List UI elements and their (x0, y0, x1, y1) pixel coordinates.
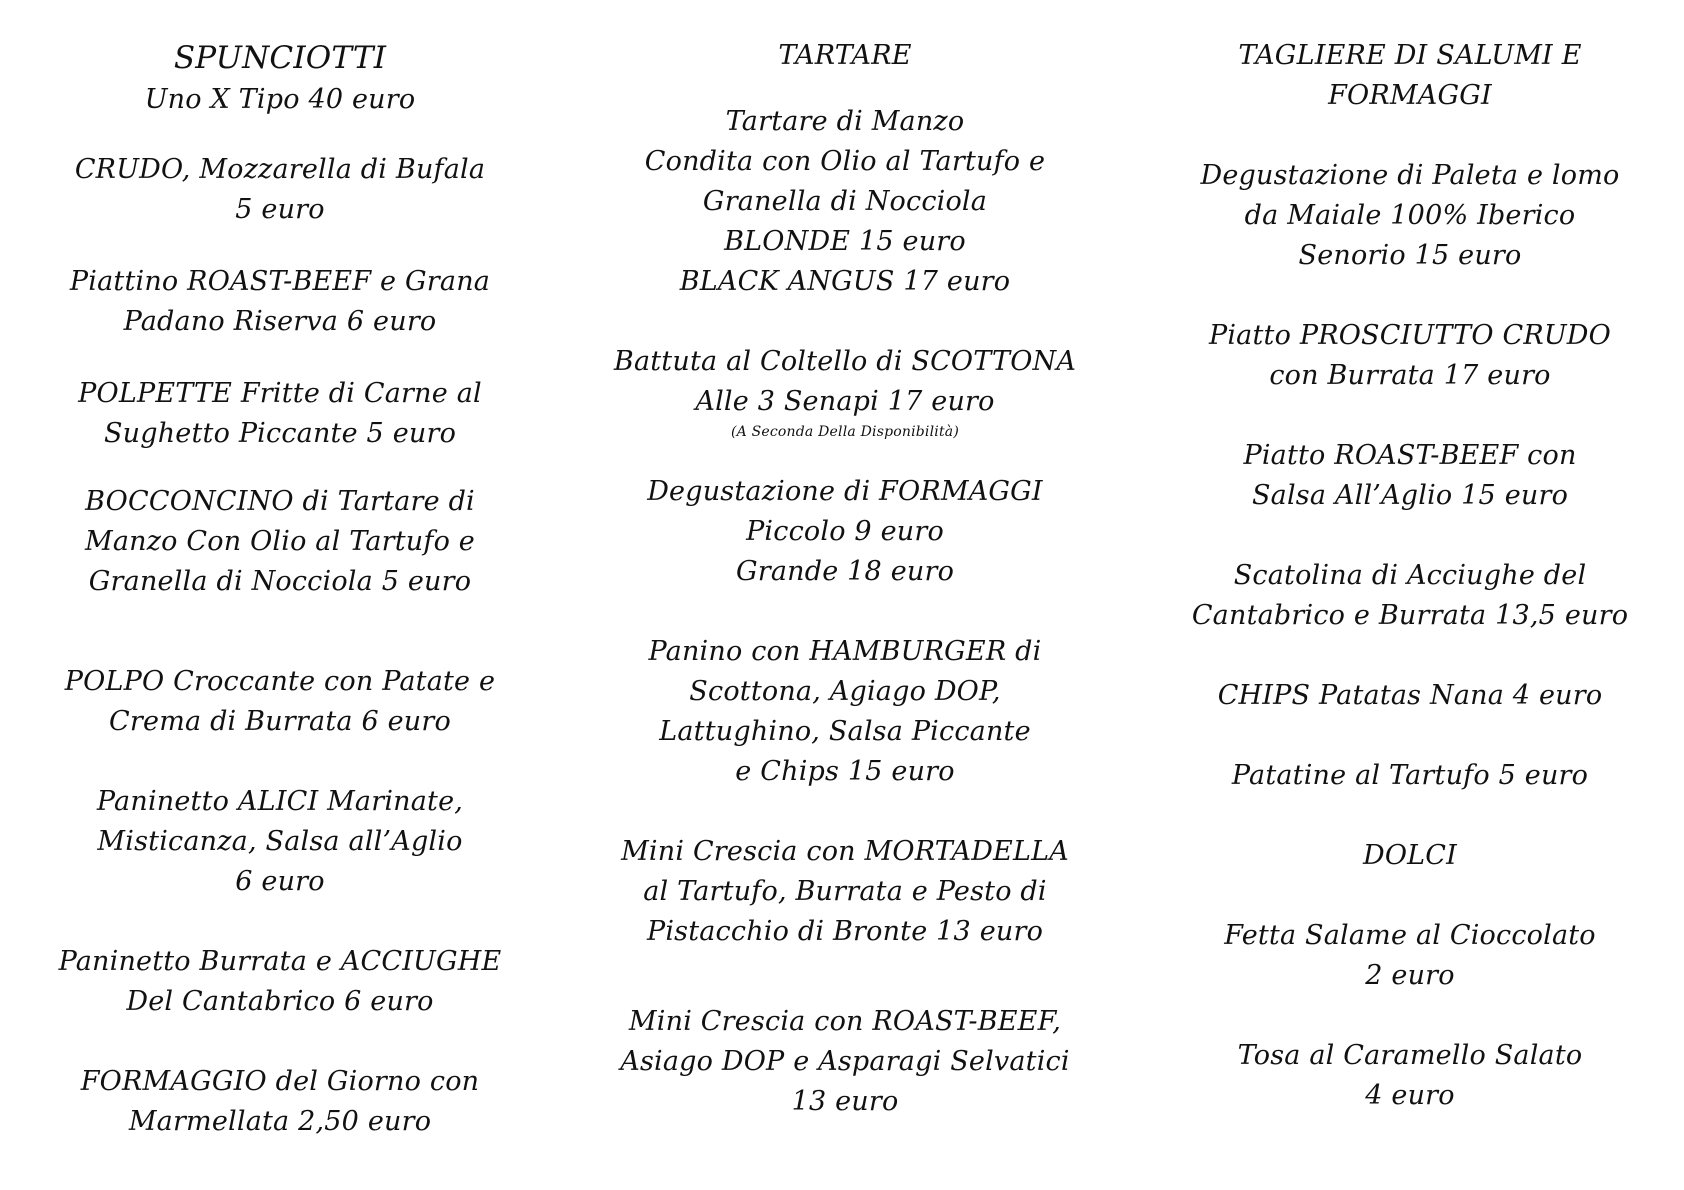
item-line: Degustazione di FORMAGGI (647, 476, 1043, 507)
item-line: POLPO Croccante con Patate e (64, 666, 496, 697)
availability-note: (A Seconda Della Disponibilità) (730, 424, 959, 440)
menu-item (585, 472, 1105, 592)
item-line: Scatolina di Acciughe del (1233, 560, 1587, 591)
item-line: 13 euro (791, 1086, 899, 1117)
item-line: Panino con HAMBURGER di (648, 636, 1042, 667)
menu-item (20, 374, 540, 454)
item-line: BLONDE 15 euro (724, 226, 966, 257)
item-line: al Tartufo, Burrata e Pesto di (643, 876, 1047, 907)
item-line: BLACK ANGUS 17 euro (679, 266, 1011, 297)
section-header-spunciotti (20, 36, 540, 120)
item-line: POLPETTE Fritte di Carne al (78, 378, 482, 409)
item-line: FORMAGGIO del Giorno con (80, 1066, 480, 1097)
menu-item (20, 662, 540, 742)
item-line: 4 euro (1365, 1080, 1455, 1111)
section-header-tartare (585, 36, 1105, 76)
item-line: Battuta al Coltello di SCOTTONA (613, 346, 1077, 377)
item-line: Scottona, Agiago DOP, (689, 676, 1001, 707)
menu-item (1150, 916, 1670, 996)
item-line: Cantabrico e Burrata 13,5 euro (1191, 600, 1629, 631)
menu-item (1150, 436, 1670, 516)
item-line: Padano Riserva 6 euro (123, 306, 437, 337)
item-line: Degustazione di Paleta e lomo (1200, 160, 1620, 191)
item-line: 6 euro (235, 866, 325, 897)
item-line: Paninetto ALICI Marinate, (96, 786, 464, 817)
item-line: Lattughino, Salsa Piccante (659, 716, 1031, 747)
section-title: SPUNCIOTTI (173, 40, 387, 76)
item-line: Tartare di Manzo (725, 106, 965, 137)
item-line: Crema di Burrata 6 euro (109, 706, 451, 737)
item-line: 5 euro (235, 194, 325, 225)
item-line: Granella di Nocciola 5 euro (88, 566, 472, 597)
menu-item (20, 262, 540, 342)
item-line: Senorio 15 euro (1298, 240, 1522, 271)
item-line: Sughetto Piccante 5 euro (103, 418, 457, 449)
item-line: Asiago DOP e Asparagi Selvatici (620, 1046, 1070, 1077)
section-header-dolci (1150, 836, 1670, 876)
item-line: Pistacchio di Bronte 13 euro (646, 916, 1044, 947)
item-line: e Chips 15 euro (735, 756, 955, 787)
section-title: DOLCI (1362, 840, 1458, 871)
menu-item (1150, 676, 1670, 716)
menu-item (20, 1062, 540, 1142)
menu-item (1150, 756, 1670, 796)
item-line: Condita con Olio al Tartufo e (644, 146, 1046, 177)
item-line: Tosa al Caramello Salato (1237, 1040, 1583, 1071)
item-line: Piatto ROAST-BEEF con (1243, 440, 1577, 471)
menu-item (20, 150, 540, 230)
section-title: TAGLIERE DI SALUMI E (1238, 40, 1582, 71)
item-line: Mini Crescia con MORTADELLA (621, 836, 1069, 867)
item-line: CHIPS Patatas Nana 4 euro (1217, 680, 1603, 711)
menu-item (20, 782, 540, 902)
item-line: Misticanza, Salsa all’Aglio (97, 826, 463, 857)
item-line: Alle 3 Senapi 17 euro (695, 386, 995, 417)
section-header-tagliere (1150, 36, 1670, 116)
item-line: Granella di Nocciola (702, 186, 988, 217)
item-line: Patatine al Tartufo 5 euro (1231, 760, 1589, 791)
item-line: Grande 18 euro (735, 556, 955, 587)
item-line: Piccolo 9 euro (746, 516, 944, 547)
item-line: BOCCONCINO di Tartare di (85, 486, 475, 517)
item-line: Paninetto Burrata e ACCIUGHE (58, 946, 502, 977)
menu-item (585, 632, 1105, 792)
item-line: da Maiale 100% Iberico (1244, 200, 1576, 231)
section-subtitle: Uno X Tipo 40 euro (144, 84, 416, 115)
menu-item (1150, 1036, 1670, 1116)
item-line: Marmellata 2,50 euro (128, 1106, 432, 1137)
section-title: FORMAGGI (1328, 80, 1492, 111)
menu-item (585, 1002, 1105, 1122)
item-line: Piattino ROAST-BEEF e Grana (69, 266, 491, 297)
item-line: Mini Crescia con ROAST-BEEF, (628, 1006, 1062, 1037)
menu-item (1150, 156, 1670, 276)
item-line: Piatto PROSCIUTTO CRUDO (1208, 320, 1611, 351)
menu-item (585, 342, 1105, 442)
item-line: Salsa All’Aglio 15 euro (1251, 480, 1569, 511)
menu-item (20, 942, 540, 1022)
item-line: CRUDO, Mozzarella di Bufala (74, 154, 486, 185)
menu-item (585, 102, 1105, 302)
menu-item (1150, 316, 1670, 396)
item-line: Del Cantabrico 6 euro (126, 986, 434, 1017)
menu-item (585, 832, 1105, 952)
item-line: con Burrata 17 euro (1269, 360, 1551, 391)
menu-item (20, 482, 540, 602)
item-line: Fetta Salame al Cioccolato (1224, 920, 1596, 951)
item-line: 2 euro (1365, 960, 1455, 991)
section-title: TARTARE (778, 40, 912, 71)
menu-item (1150, 556, 1670, 636)
item-line: Manzo Con Olio al Tartufo e (84, 526, 475, 557)
